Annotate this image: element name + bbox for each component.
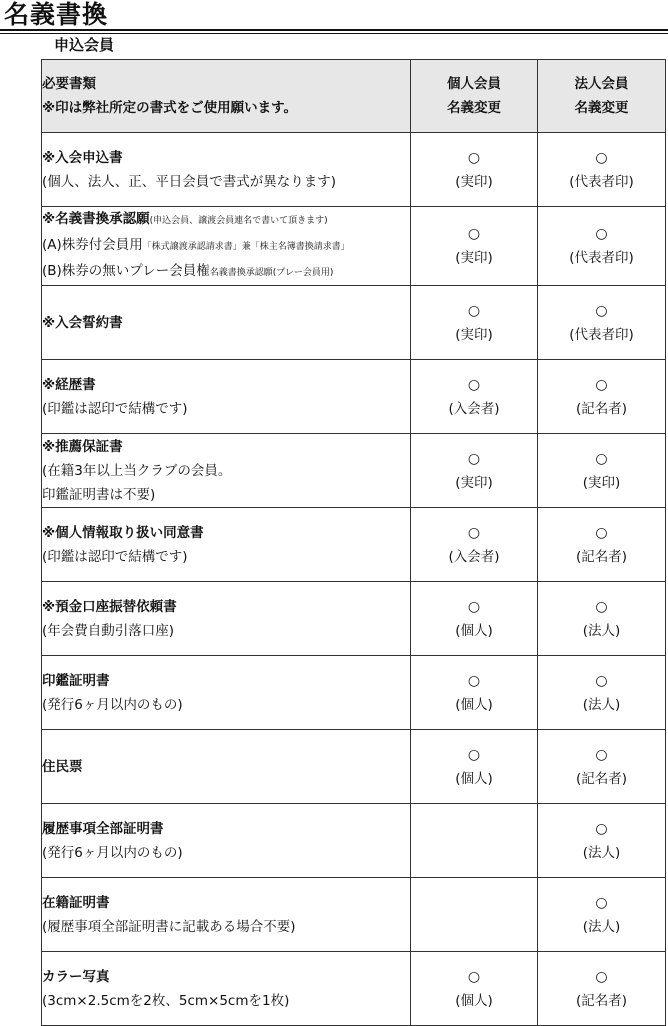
document-note: (3cm×2.5cmを2枚、5cm×5cmを1枚) [42,992,290,1009]
document-name-line [42,817,410,841]
table-row [42,952,666,1026]
personal-requirement-cell [411,133,538,207]
document-name: ※入会誓約書 [42,314,123,331]
required-circle-icon: ○ [467,149,481,166]
title-rule [0,29,668,31]
required-circle-icon: ○ [595,598,608,615]
corporate-requirement-cell [538,878,666,952]
seal-note: (個人) [455,992,493,1009]
section-label: 申込会員 [54,36,115,54]
seal-note: (記名者) [575,400,628,417]
personal-requirement-cell [411,804,538,878]
seal-note: (記名者) [575,770,628,787]
document-note: (印鑑は認印で結構です) [42,548,188,565]
seal-note: (法人) [582,918,621,935]
table-header-row [42,60,666,133]
required-circle-icon: ○ [595,450,608,467]
header-personal-line1: 個人会員 [447,76,501,92]
corporate-requirement-cell [538,952,666,1026]
required-circle-icon: ○ [595,672,608,689]
corporate-requirement-cell [538,804,666,878]
required-circle-icon: ○ [595,894,608,911]
required-circle-icon: ○ [595,302,608,319]
table-row [42,360,666,434]
document-note-line [42,459,410,483]
document-note: (A)株券付会員用 [42,237,143,253]
document-name-line [42,207,410,233]
personal-requirement-cell [411,656,538,730]
required-circle-icon: ○ [467,598,481,615]
title-rule-thin [0,33,668,34]
seal-note: (個人) [455,622,493,639]
document-note: (印鑑は認印で結構です) [42,400,188,417]
corporate-requirement-cell [538,434,666,508]
document-cell [42,133,411,207]
document-note: (年会費自動引落口座) [42,622,175,639]
document-name: 印鑑証明書 [42,672,110,689]
table-row [42,133,666,207]
seal-note: (実印) [455,326,493,343]
personal-requirement-cell [411,360,538,434]
personal-requirement-cell [411,730,538,804]
document-name: ※入会申込書 [42,149,123,166]
table-row [42,582,666,656]
table-row [42,207,666,286]
personal-requirement-cell [411,878,538,952]
document-note-line [42,397,410,421]
document-name: 住民票 [42,758,83,775]
seal-note: (記名者) [575,992,628,1009]
document-cell [42,360,411,434]
personal-requirement-cell [411,434,538,508]
document-cell [42,207,411,286]
personal-requirement-cell [411,286,538,360]
document-note: (B)株券の無いプレー会員権 [42,263,210,279]
document-cell [42,508,411,582]
document-name-line [42,669,410,693]
required-circle-icon: ○ [595,820,608,837]
document-note-small: 「株式譲渡承認請求書」兼「株主名簿書換請求書」 [142,242,350,252]
required-circle-icon: ○ [467,226,481,242]
document-cell [42,730,411,804]
document-cell [42,952,411,1026]
personal-requirement-cell [411,207,538,286]
corporate-requirement-cell [538,133,666,207]
seal-note: (個人) [455,696,493,713]
personal-requirement-cell [411,582,538,656]
table-row [42,804,666,878]
header-personal-line2: 名義変更 [447,100,501,116]
personal-requirement-cell [411,952,538,1026]
header-corporate-member [538,60,666,133]
document-cell [42,582,411,656]
seal-note: (実印) [582,474,621,491]
seal-note: (実印) [455,474,493,491]
document-name: 履歴事項全部証明書 [42,820,164,837]
document-name-line [42,146,410,170]
seal-note: (代表者印) [569,326,634,343]
table-row [42,878,666,952]
page-title: 名義書換 [4,0,109,29]
document-name-line [42,965,410,989]
corporate-requirement-cell [538,508,666,582]
document-note: (履歴事項全部証明書に記載ある場合不要) [42,918,296,935]
seal-note: (実印) [455,173,493,190]
seal-note: (法人) [582,622,621,639]
document-note-line [42,915,410,939]
required-circle-icon: ○ [467,672,481,689]
seal-note: (法人) [582,696,621,713]
table-row [42,730,666,804]
required-circle-icon: ○ [595,746,608,763]
required-circle-icon: ○ [467,746,481,763]
document-name-line [42,755,410,779]
document-note: (在籍3年以上当クラブの会員。 [42,462,232,479]
header-corporate-line2: 名義変更 [574,100,629,116]
corporate-requirement-cell [538,360,666,434]
required-documents-table [41,59,666,1026]
required-circle-icon: ○ [595,968,608,985]
document-cell [42,878,411,952]
table-row [42,434,666,508]
personal-requirement-cell [411,508,538,582]
required-circle-icon: ○ [467,524,481,541]
document-note-line [42,545,410,569]
table-row [42,508,666,582]
seal-note: (代表者印) [569,173,634,190]
required-circle-icon: ○ [467,450,481,467]
document-note: 印鑑証明書は不要) [42,486,156,503]
header-corporate-line1: 法人会員 [574,76,629,92]
corporate-requirement-cell [538,730,666,804]
document-name: ※名義書換承認願 [42,211,150,227]
corporate-requirement-cell [538,582,666,656]
document-note-line [42,619,410,643]
document-name: 在籍証明書 [42,894,110,911]
required-circle-icon: ○ [595,226,608,242]
header-personal-member [411,60,538,133]
required-circle-icon: ○ [595,376,608,393]
document-name-line [42,311,410,335]
seal-note: (入会者) [448,400,500,417]
document-name-line [42,435,410,459]
document-note: (発行6ヶ月以内のもの) [42,844,183,861]
document-name-line [42,595,410,619]
document-note-line [42,841,410,865]
document-name-line [42,521,410,545]
document-name: ※預金口座振替依頼書 [42,598,177,615]
required-circle-icon: ○ [595,149,608,166]
corporate-requirement-cell [538,286,666,360]
document-cell [42,286,411,360]
document-name-line [42,373,410,397]
document-name: ※推薦保証書 [42,438,123,455]
header-doc-line1: 必要書類 [42,76,96,92]
document-cell [42,434,411,508]
document-name-line [42,891,410,915]
document-name: ※経歴書 [42,376,96,393]
seal-note: (個人) [455,770,493,787]
header-required-documents [42,60,411,133]
document-cell [42,804,411,878]
document-note-line [42,259,410,285]
document-note-line [42,989,410,1013]
header-doc-line2: ※印は弊社所定の書式をご使用願います。 [42,100,298,116]
seal-note: (代表者印) [569,250,634,266]
table-row [42,656,666,730]
table-row [42,286,666,360]
document-note-line [42,483,410,507]
document-note-line [42,170,410,194]
required-circle-icon: ○ [467,376,481,393]
document-note-line [42,233,410,259]
required-circle-icon: ○ [467,968,481,985]
seal-note: (実印) [455,250,493,266]
document-name: ※個人情報取り扱い同意書 [42,524,204,541]
document-note: (個人、法人、正、平日会員で書式が異なります) [42,173,337,190]
document-name: カラー写真 [42,968,110,985]
seal-note: (入会者) [448,548,500,565]
corporate-requirement-cell [538,207,666,286]
document-note-small: 名義書換承認願(プレー会員用) [209,268,334,278]
required-circle-icon: ○ [595,524,608,541]
document-note: (発行6ヶ月以内のもの) [42,696,183,713]
required-circle-icon: ○ [467,302,481,319]
seal-note: (記名者) [575,548,628,565]
corporate-requirement-cell [538,656,666,730]
document-cell [42,656,411,730]
document-note-line [42,693,410,717]
seal-note: (法人) [582,844,621,861]
document-name-small-note: (申込会員、譲渡会員連名で書いて頂きます) [149,216,328,226]
